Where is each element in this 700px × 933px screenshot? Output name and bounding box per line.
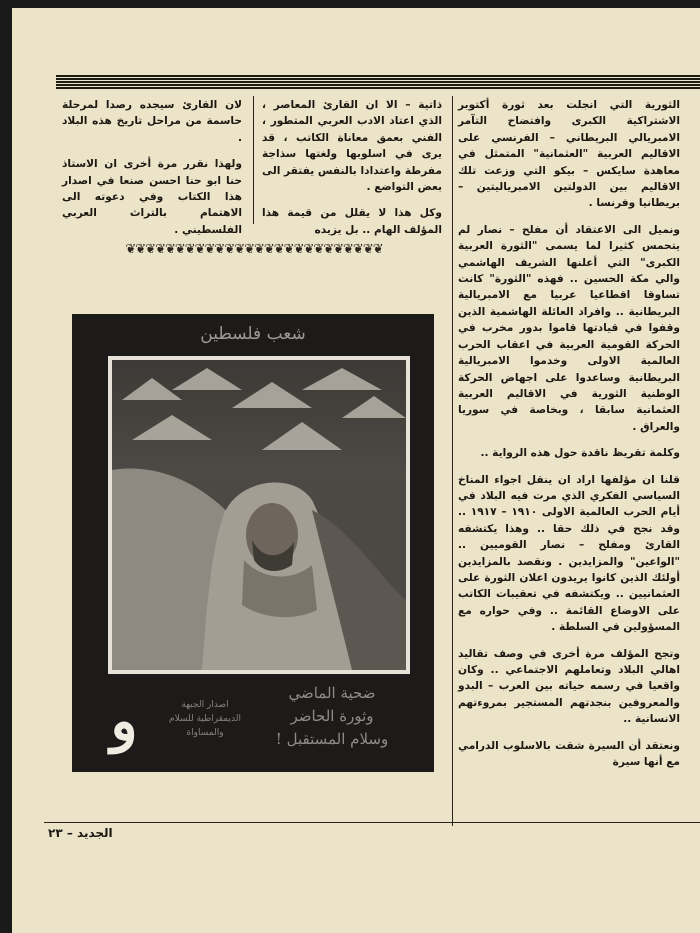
article-column-left [62, 97, 242, 236]
book-cover-title: شعب فلسطين [200, 324, 306, 344]
page-footer: الجديد – ٢٣ [48, 826, 113, 840]
subtitle-line: وثورة الحاضر [290, 707, 374, 725]
paragraph: ونعتقد أن السيرة شقت بالاسلوب الدرامي مع أنها سيرة [458, 739, 680, 769]
paragraph: الثورية التي انجلت بعد ثورة أكتوبر الاشتراكية الكبرى وافتضاح التآمر الامبريالي البريطاني – الفرنسي على الاقاليم العربية "العثمانية" المتمثل في معاهدة سايكس – بيكو التي وزعت تلك الاقاليم بين الدولتين الامبرياليتين – بريطانيا وفرنسا . [458, 99, 680, 210]
column-divider [452, 96, 453, 826]
paragraph: ذاتية – الا ان القارئ المعاصر ، الذي اعتاد الادب العربي المتطور ، الفني بعمق معاناة الكاتب ، قد يرى في اسلوبها ولغتها سذاجة مفرطة واعتدادا بالنفس يفتقر الى بعض التواضع . [262, 99, 442, 194]
publisher-line: والمساواة [186, 728, 224, 738]
paragraph: قلنا ان مؤلفها اراد ان ينقل اجواء المناخ السياسي الفكري الذي مرت فيه البلاد في أيام الحرب العالمية الاولى ١٩١٠ – ١٩١٧ .. وقد نجح في ذلك حقا .. وهذا يكتشفه القارئ ومفلح – نصار القوميين .. "الواعين" والمزايدين . ونقصد بالمزايدين أولئك الذين كانوا يريدون اعلان الثورة على العثمانيين .. ويكتشفه في تعقيبات الكاتب على الاوضاع القائمة .. وفي حواره مع المسؤولين في السلطة . [458, 473, 680, 634]
ornamental-divider: ❦❦❦❦❦❦❦❦❦❦❦❦❦❦❦❦❦❦❦❦❦❦❦❦❦❦ [125, 242, 383, 257]
paragraph: ونميل الى الاعتقاد أن مفلح – نصار لم يتحمس كثيرا لما يسمى "الثورة العربية الكبرى" التي أعلنها الشريف الهاشمي والي مكة الحسين .. فهذه "الثورة" كانت تساوقا اقطاعيا عربيا مع الامبريالية البريطانية .. وافراد العائلة الهاشمية الذين وقفوا في قيادتها قاموا بدور مخرب في الحركة القومية العربية في اعقاب الحرب العالمية الاولى وخدموا الامبريالية البريطانية وساعدوا على اجهاض الحركة الوطنية الثورية في الاقاليم العربية العثمانية سابقا ، وبخاصة في سوريا والعراق . [458, 223, 680, 433]
article-column-right [458, 97, 680, 822]
column-divider [253, 96, 254, 224]
paragraph: لان القارئ سيجده رصدا لمرحلة حاسمة من مراحل تاريخ هذه البلاد . [62, 99, 242, 144]
book-cover-subtitle [242, 682, 422, 751]
publisher-line: اصدار الجبهة [181, 700, 229, 710]
paragraph: وتجح المؤلف مرة أخرى في وصف تقاليد اهالي البلاد وتعاملهم الاجتماعي .. وكان واقعيا في رسمه حياته بين العرب – البدو والمعروفين بنجدتهم المستجير بمروءتهم الانسانية .. [458, 647, 680, 726]
book-cover [72, 314, 434, 772]
article-column-middle [262, 97, 442, 236]
refugee-camp-photo [108, 356, 410, 674]
photo-illustration [112, 360, 406, 670]
subtitle-line: وسلام المستقبل ! [275, 730, 389, 748]
paragraph: وكلمة تقريظ ناقدة حول هذه الرواية .. [480, 447, 680, 460]
header-rule [56, 75, 700, 89]
paragraph: ولهذا نقرر مرة أخرى ان الاستاذ حنا ابو حنا احسن صنعا في اصدار هذا الكتاب وفي دعوته الى الاهتمام بالتراث العربي الفلسطيني . [62, 158, 242, 236]
publisher-line: الديمقراطية للسلام [169, 714, 241, 724]
book-cover-publisher [166, 698, 244, 740]
subtitle-line: ضحية الماضي [288, 684, 376, 702]
publisher-logo: و [110, 688, 138, 754]
footer-rule [44, 822, 700, 823]
paragraph: وكل هذا لا يقلل من قيمة هذا المؤلف الهام .. بل يزيده [262, 207, 442, 236]
